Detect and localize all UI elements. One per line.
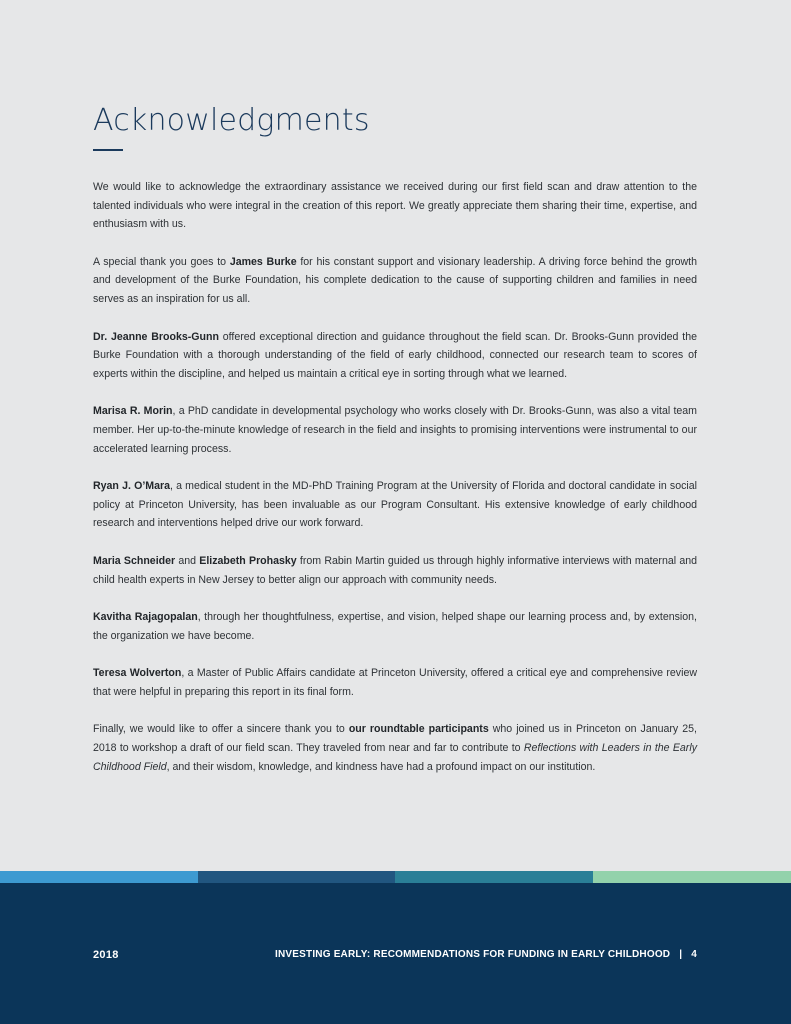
paragraph-brooks-gunn	[93, 328, 697, 384]
page-title: Acknowledgments	[93, 103, 370, 138]
paragraph-text: from Rabin Martin guided us through highly informative interviews with maternal and child health experts in New Jersey to better align our approach with community needs.	[93, 554, 697, 586]
person-name: Elizabeth Prohasky	[199, 554, 297, 567]
footer-title: INVESTING EARLY: RECOMMENDATIONS FOR FUNDING IN EARLY CHILDHOOD	[275, 949, 671, 960]
title-underline	[93, 149, 123, 151]
person-name: Marisa R. Morin	[93, 405, 173, 418]
paragraph-james-burke	[93, 253, 697, 309]
paragraph-rajagopalan	[93, 608, 697, 645]
paragraph-text: who joined us in Princeton on January 25, 2018 to workshop a draft of our field scan. They traveled from near and far to contribute to	[93, 723, 697, 755]
footer-separator: |	[679, 949, 683, 960]
paragraph-text: We would like to acknowledge the extraordinary assistance we received during our first field scan and draw attention to the talented individuals who were integral in the creation of this report. We greatly appreciate them sharing their time, expertise, and enthusiasm with us.	[93, 181, 697, 231]
paragraph-text: , through her thoughtfulness, expertise, and vision, helped shape our learning process and, by extension, the organization we have become.	[93, 611, 697, 642]
person-name: James Burke	[229, 255, 297, 268]
publication-title: Reflections with Leaders in the Early Childhood Field	[93, 742, 697, 773]
paragraph-text: and	[175, 554, 200, 567]
paragraph-rabin-martin	[93, 552, 697, 589]
paragraph-text: A special thank you goes to	[93, 255, 230, 268]
paragraph-morin	[93, 402, 697, 458]
page-number: 4	[691, 949, 697, 960]
paragraph-text: , a medical student in the MD-PhD Training Program at the University of Florida and doctoral candidate in social policy at Princeton University, has been invaluable as our Program Consultant. His extensive knowledge of early childhood research and interventions helped drive our work forward.	[93, 480, 697, 530]
page-footer	[0, 883, 791, 1024]
color-stripe-4	[593, 871, 791, 883]
color-stripe-3	[395, 871, 593, 883]
footer-running-title	[275, 949, 697, 960]
paragraph-omara	[93, 477, 697, 533]
person-name: Teresa Wolverton	[93, 667, 182, 680]
paragraph-intro	[93, 178, 697, 234]
paragraph-text: Finally, we would like to offer a sincere thank you to	[93, 723, 349, 736]
paragraph-text: offered exceptional direction and guidance throughout the field scan. Dr. Brooks-Gunn provided the Burke Foundation with a thorough understanding of the field of early childhood, connected our research team to scores of experts within the discipline, and helped us maintain a critical eye in sorting through what we learned.	[93, 330, 697, 380]
paragraph-text: for his constant support and visionary leadership. A driving force behind the growth and development of the Burke Foundation, his complete dedication to the cause of supporting children and families in need serves as an inspiration for us all.	[93, 255, 698, 305]
person-name: Maria Schneider	[93, 554, 176, 567]
roundtable-participants: our roundtable participants	[348, 723, 489, 736]
color-stripe-2	[198, 871, 395, 883]
person-name: Dr. Jeanne Brooks-Gunn	[93, 330, 219, 343]
paragraph-roundtable	[93, 720, 697, 776]
footer-year: 2018	[93, 949, 119, 961]
paragraph-text: , a Master of Public Affairs candidate at Princeton University, offered a critical eye and comprehensive review that were helpful in preparing this report in its final form.	[93, 667, 697, 698]
paragraph-wolverton	[93, 664, 697, 701]
color-stripe-1	[0, 871, 198, 883]
paragraph-text: , and their wisdom, knowledge, and kindness have had a profound impact on our institution.	[166, 760, 596, 773]
person-name: Ryan J. O’Mara	[93, 480, 170, 493]
acknowledgments-body	[93, 178, 697, 795]
person-name: Kavitha Rajagopalan	[93, 611, 198, 624]
paragraph-text: , a PhD candidate in developmental psychology who works closely with Dr. Brooks-Gunn, was also a vital team member. Her up-to-the-minute knowledge of research in the field and insights to promising interventions were instrumental to our accelerated learning process.	[93, 405, 698, 455]
